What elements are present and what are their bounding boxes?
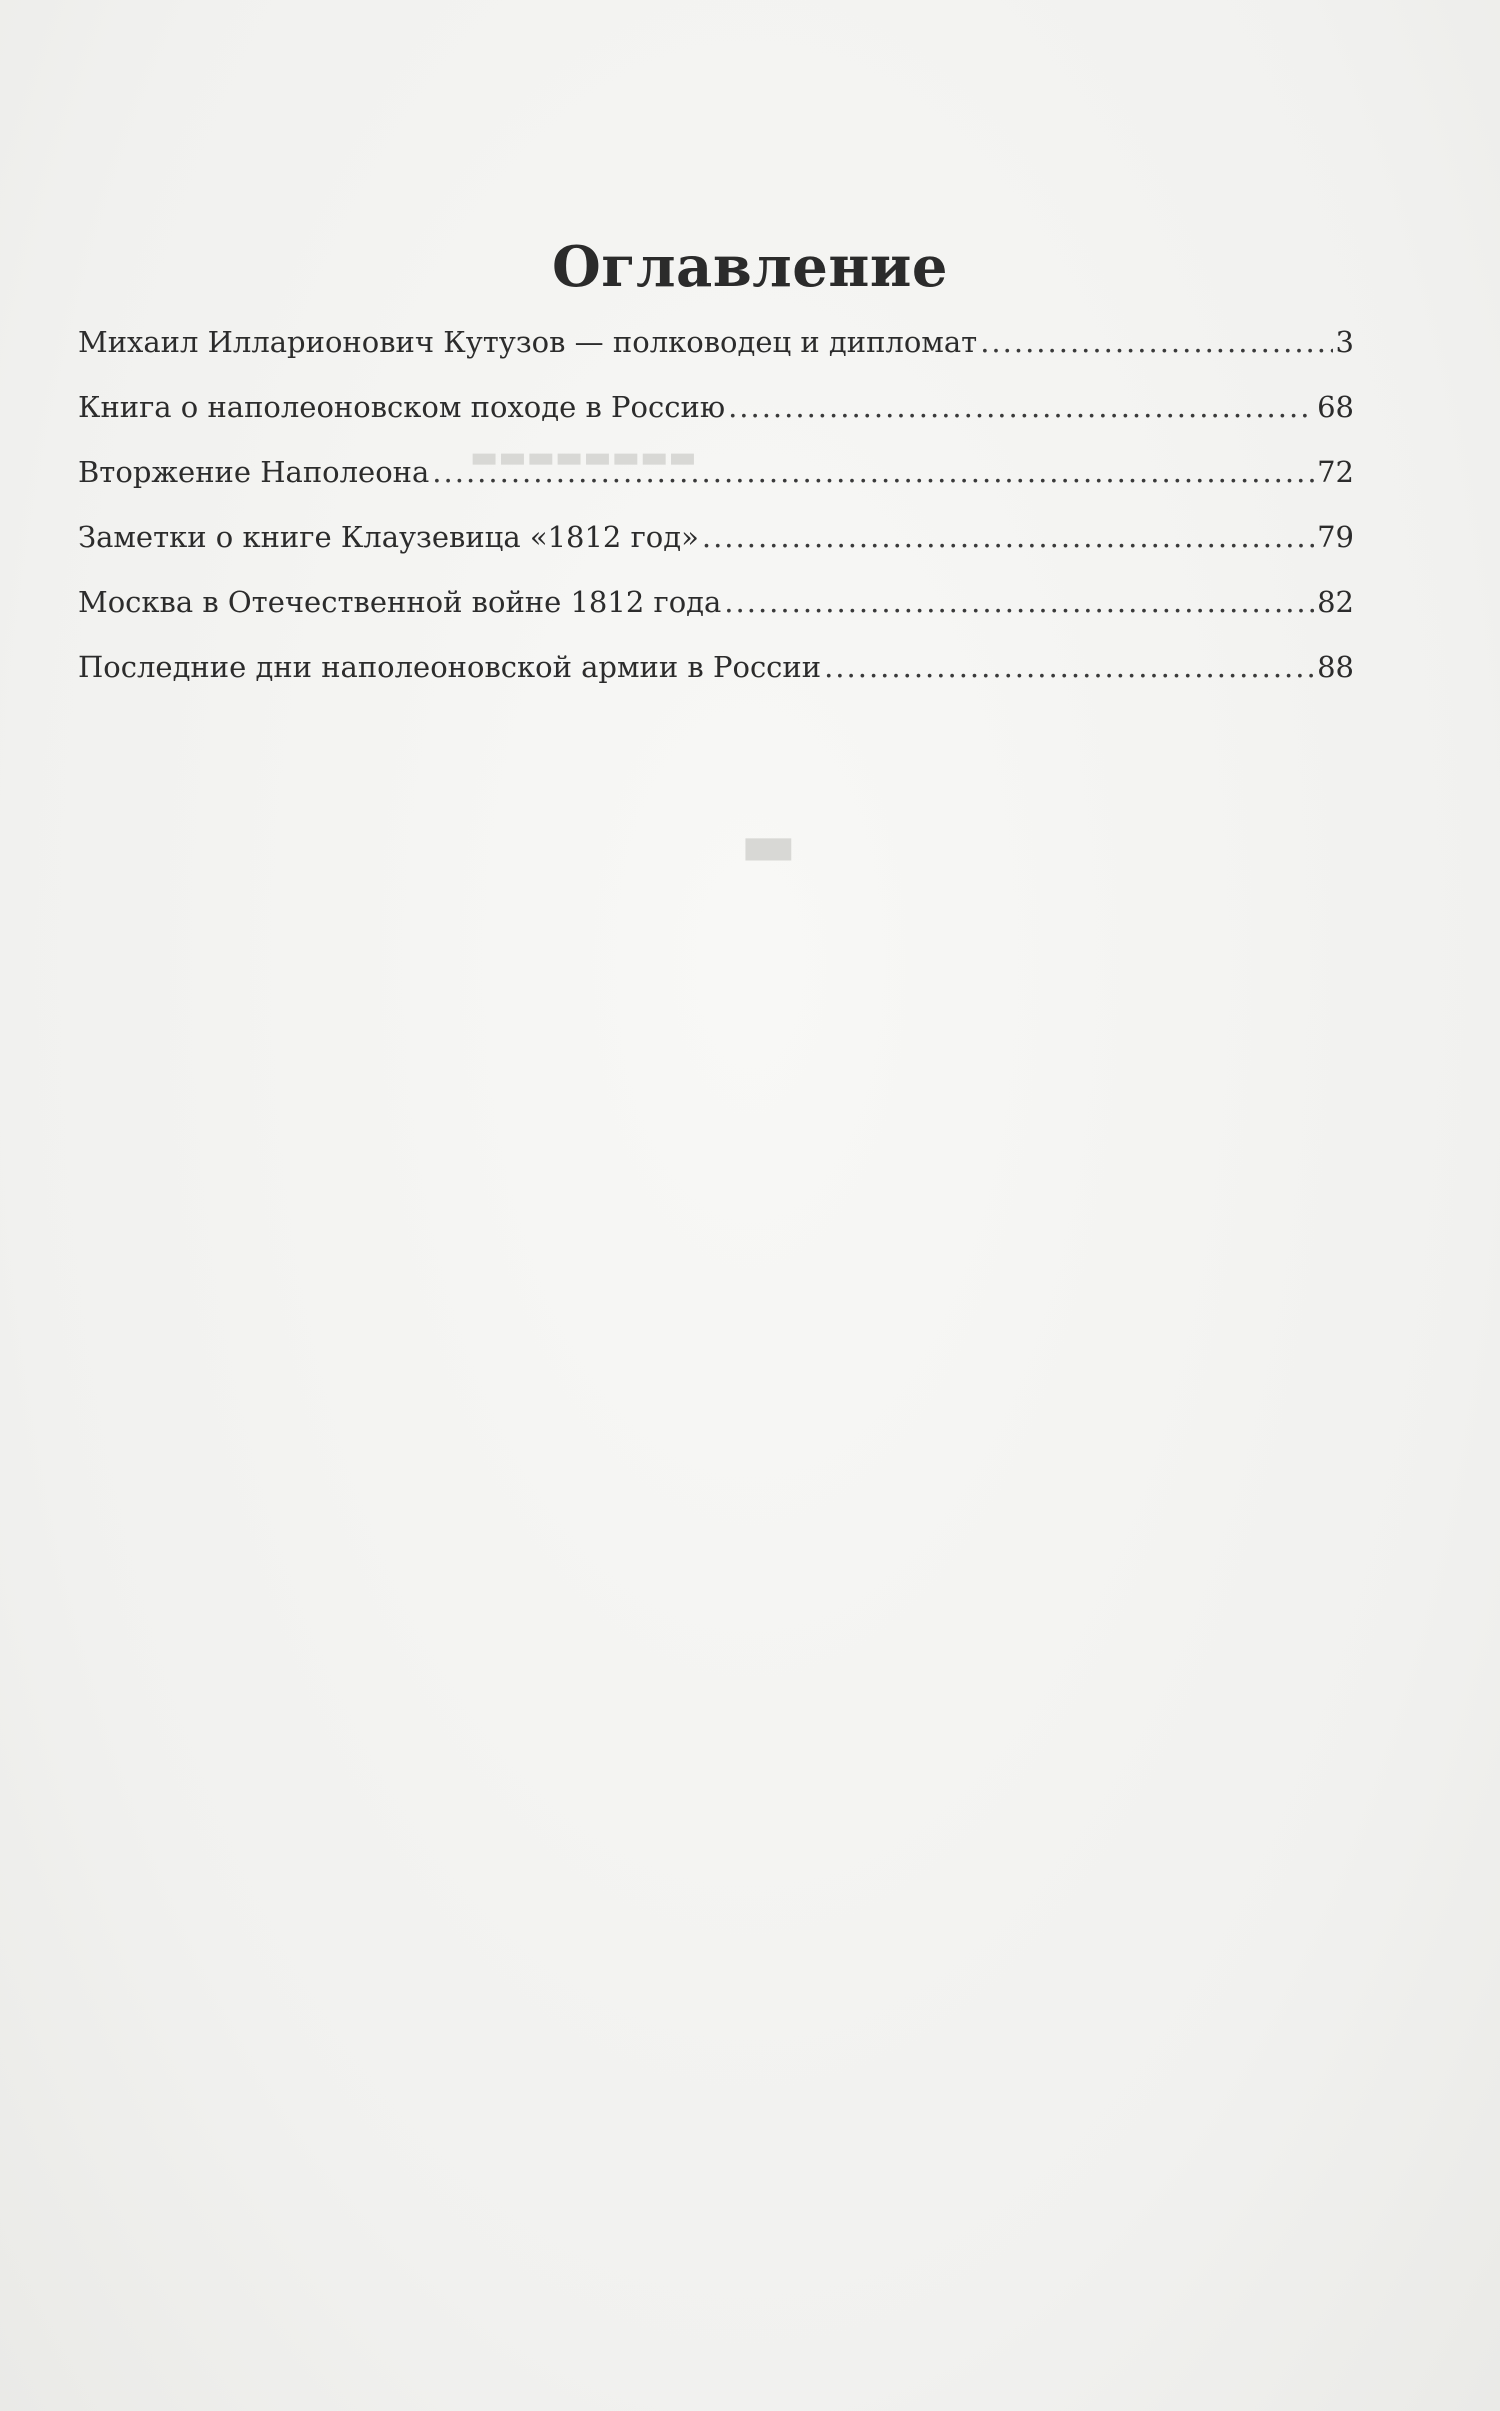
toc-dot-leader: [728, 390, 1314, 424]
toc-entry: [78, 585, 1354, 650]
toc-entry-title: Последние дни наполеоновской армии в России: [78, 650, 822, 684]
toc-dot-leader: [432, 455, 1314, 489]
bleed-through-decoration: ▬▬▬▬▬▬▬▬: [470, 440, 697, 475]
toc-dot-leader: [980, 325, 1332, 359]
toc-entry-title: Заметки о книге Клаузевица «1812 год»: [78, 520, 699, 554]
toc-entry-title: Михаил Илларионович Кутузов — полководец и дипломат: [78, 325, 978, 359]
toc-page-number: 88: [1317, 650, 1354, 684]
bleed-through-decoration: ▬: [740, 810, 797, 880]
toc-entry: [78, 520, 1354, 585]
toc-entry-title: Вторжение Наполеона: [78, 455, 430, 489]
page-title: Оглавление: [551, 233, 949, 300]
toc-page-number: 68: [1317, 390, 1354, 424]
toc-entry-title: Книга о наполеоновском походе в Россию: [78, 390, 726, 424]
toc-dot-leader: [824, 650, 1314, 684]
toc-entry: [78, 325, 1354, 390]
toc-page-number: 3: [1335, 325, 1354, 359]
toc-page-number: 72: [1317, 455, 1354, 489]
toc-dot-leader: [724, 585, 1314, 619]
toc-dot-leader: [702, 520, 1314, 554]
toc-entry: [78, 390, 1354, 455]
toc-page-number: 79: [1317, 520, 1354, 554]
toc-page-number: 82: [1317, 585, 1354, 619]
toc-entry: [78, 650, 1354, 715]
table-of-contents: [78, 325, 1354, 715]
toc-entry-title: Москва в Отечественной войне 1812 года: [78, 585, 722, 619]
toc-entry: [78, 455, 1354, 520]
